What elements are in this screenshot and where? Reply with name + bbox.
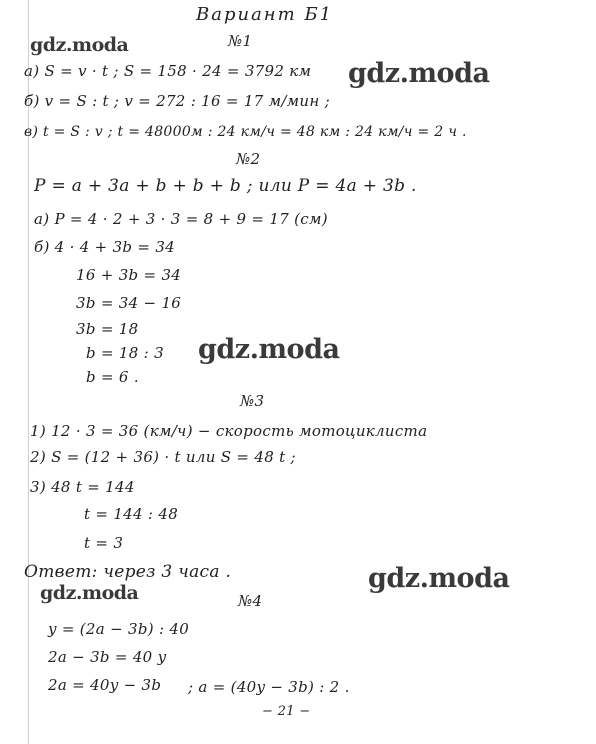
page-number: − 21 − <box>262 704 311 719</box>
task4-number: №4 <box>238 592 263 610</box>
watermark-4: gdz.moda <box>368 563 510 594</box>
task3-line-3: 3) 48 t = 144 <box>30 478 135 496</box>
watermark-1: gdz.moda <box>30 34 129 56</box>
watermark-5: gdz.moda <box>40 582 139 604</box>
task1-line-c: в) t = S : v ; t = 48000м : 24 км/ч = 48 км : 24 км/ч = 2 ч . <box>24 124 467 140</box>
task4-line-4: ; a = (40y − 3b) : 2 . <box>188 678 350 696</box>
task2-line-b3: 3b = 34 − 16 <box>76 294 182 312</box>
variant-title: Вариант Б1 <box>196 4 334 25</box>
task3-line-2: 2) S = (12 + 36) · t или S = 48 t ; <box>30 448 296 466</box>
task2-line-b1: б) 4 · 4 + 3b = 34 <box>34 238 176 256</box>
task2-line-b5: b = 18 : 3 <box>86 344 164 362</box>
task1-number: №1 <box>228 32 253 50</box>
watermark-2: gdz.moda <box>348 58 490 89</box>
task4-line-2: 2a − 3b = 40 y <box>48 648 167 666</box>
task3-answer: Ответ: через 3 часа . <box>24 562 232 582</box>
task2-line-b2: 16 + 3b = 34 <box>76 266 182 284</box>
task1-line-a: а) S = v · t ; S = 158 · 24 = 3792 км <box>24 62 312 80</box>
task3-line-1: 1) 12 · 3 = 36 (км/ч) − скорость мотоциклиста <box>30 422 428 440</box>
margin-line <box>28 0 29 744</box>
task3-line-5: t = 3 <box>84 534 124 552</box>
task2-number: №2 <box>236 150 261 168</box>
task4-line-1: y = (2a − 3b) : 40 <box>48 620 190 638</box>
task2-line-a: а) P = 4 · 2 + 3 · 3 = 8 + 9 = 17 (см) <box>34 210 328 228</box>
task4-line-3: 2a = 40y − 3b <box>48 676 162 694</box>
task1-line-b: б) v = S : t ; v = 272 : 16 = 17 м/мин ; <box>24 92 330 110</box>
task3-number: №3 <box>240 392 265 410</box>
task2-line-b6: b = 6 . <box>86 368 139 386</box>
task3-line-4: t = 144 : 48 <box>84 505 179 523</box>
task2-formula: P = a + 3a + b + b + b ; или P = 4a + 3b . <box>34 176 417 196</box>
task2-line-b4: 3b = 18 <box>76 320 139 338</box>
watermark-3: gdz.moda <box>198 334 340 365</box>
